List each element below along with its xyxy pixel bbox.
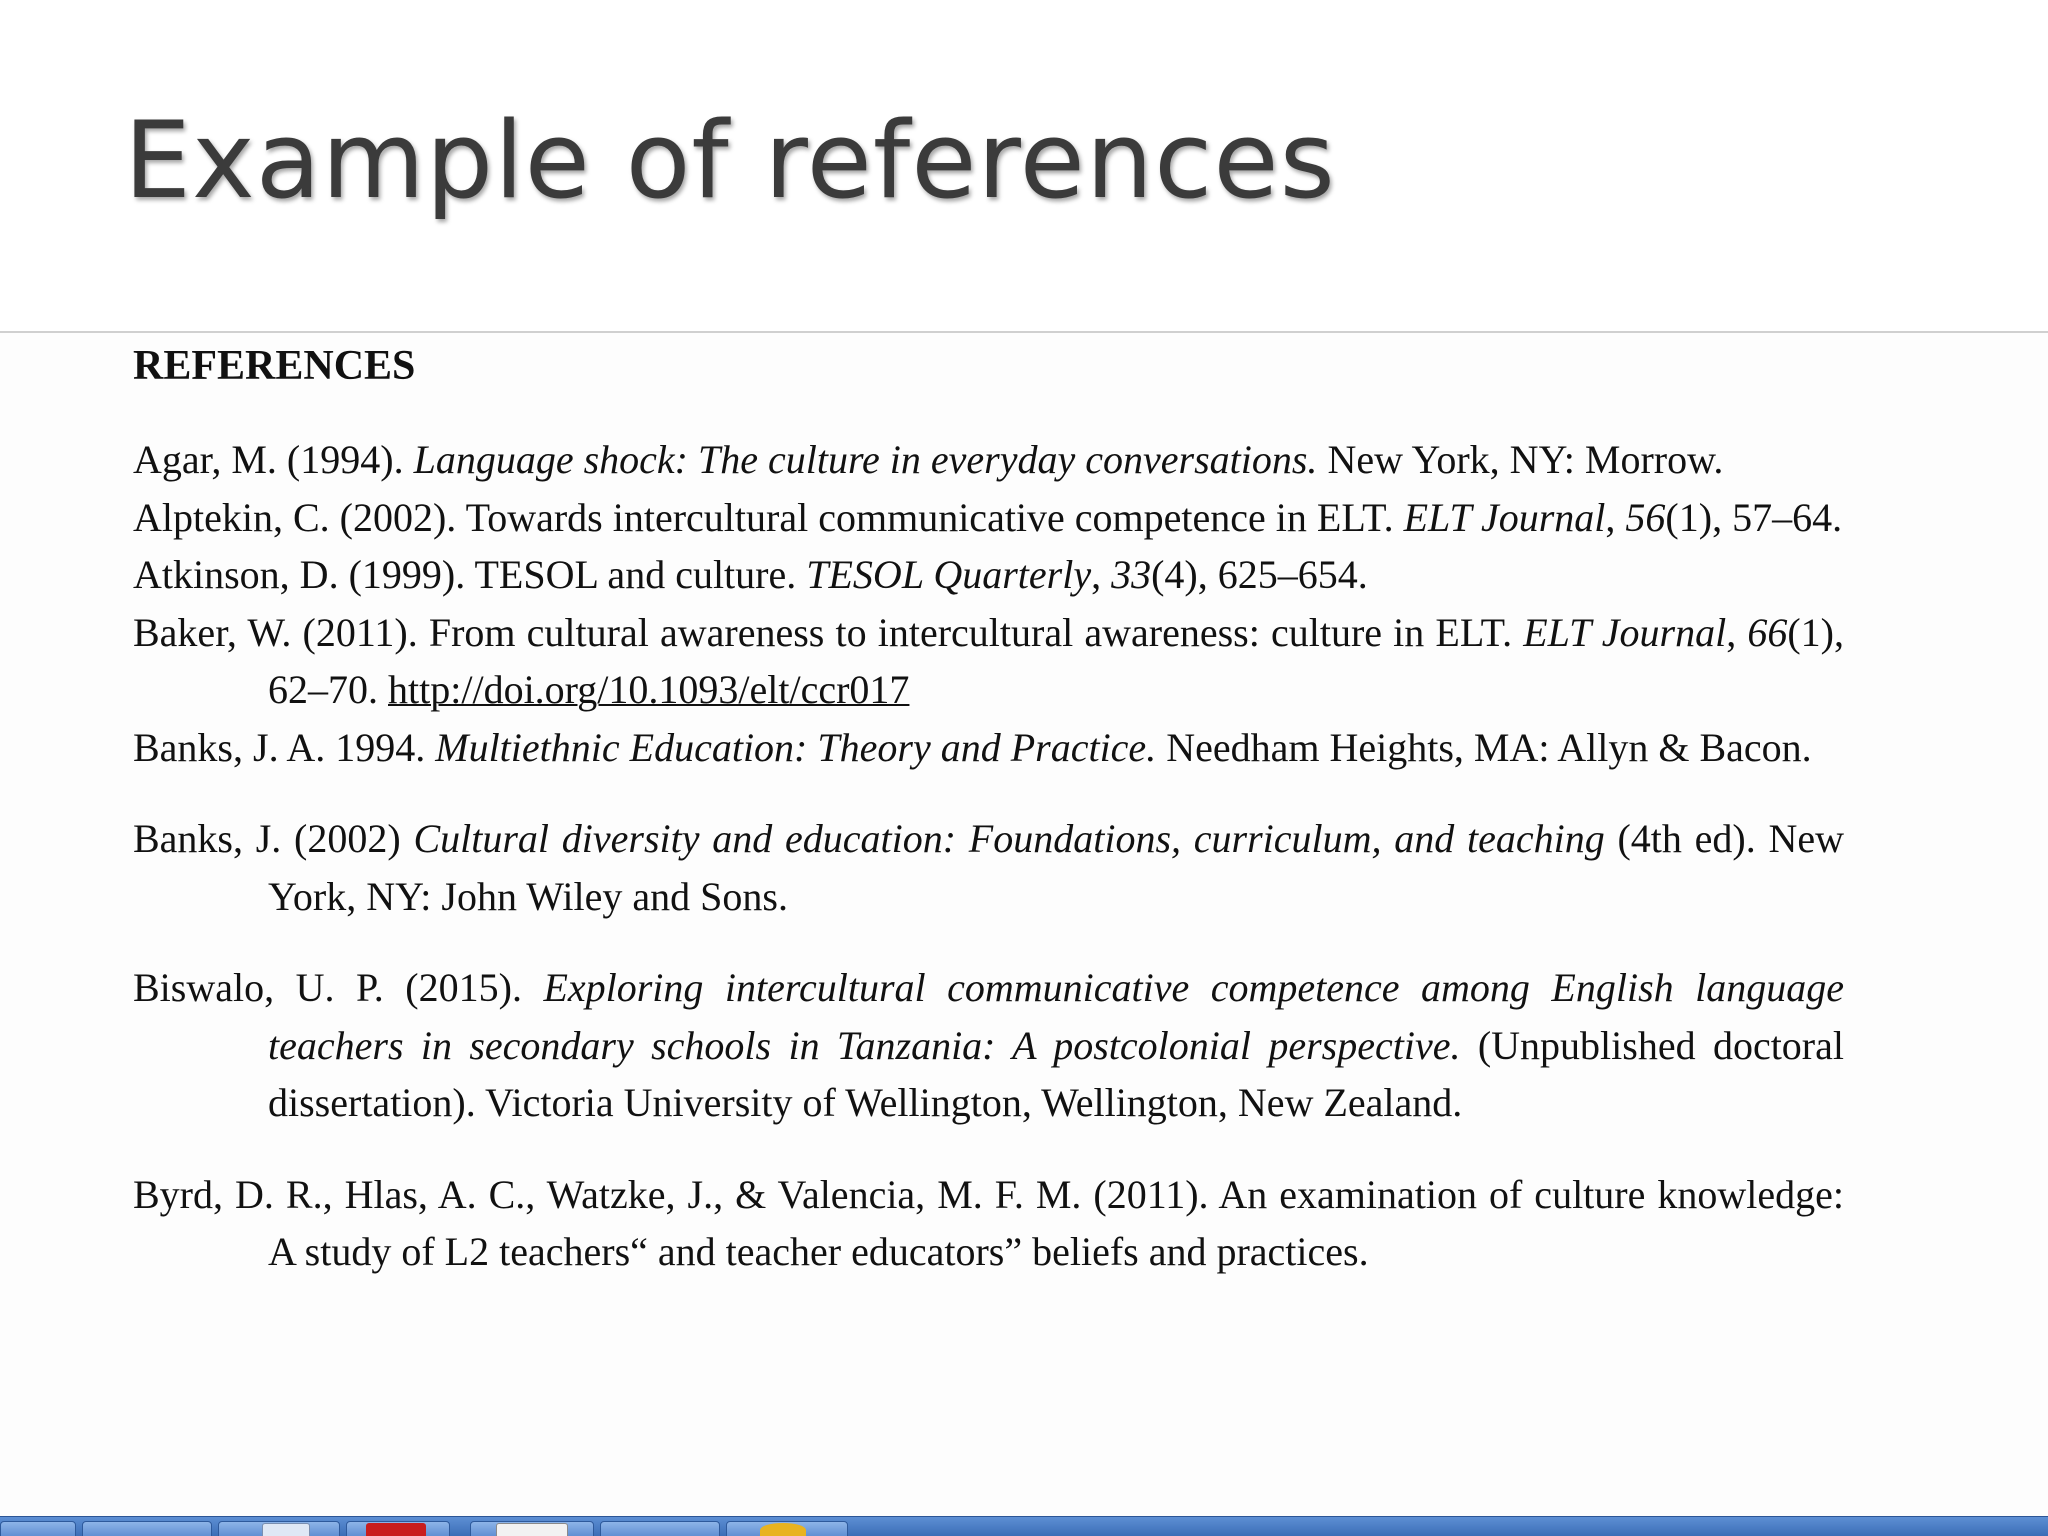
document-excerpt bbox=[0, 333, 2048, 1516]
references-heading: REFERENCES bbox=[133, 343, 416, 389]
reference-entry: Alptekin, C. (2002). Towards intercultural communicative competence in ELT. ELT Journal, 56(1), 57–64. bbox=[133, 494, 1843, 540]
reference-entry: Agar, M. (1994). Language shock: The culture in everyday conversations. New York, NY: Morrow. bbox=[133, 437, 1724, 482]
taskbar-button[interactable] bbox=[82, 1521, 212, 1536]
slide-title: Example of references bbox=[124, 99, 1336, 222]
window-icon bbox=[262, 1523, 310, 1536]
doi-link[interactable]: http://doi.org/10.1093/elt/ccr017 bbox=[388, 667, 910, 712]
browser-icon bbox=[760, 1523, 806, 1536]
reference-entry: Byrd, D. R., Hlas, A. C., Watzke, J., & Valencia, M. F. M. (2011). An examination of culture knowledge: A study of L2 teachers“ and teacher educators” beliefs and practices. bbox=[133, 1171, 1844, 1274]
reference-entry: Banks, J. A. 1994. Multiethnic Education: Theory and Practice. Needham Heights, MA: Allyn & Bacon. bbox=[133, 724, 1812, 770]
document-icon bbox=[496, 1523, 568, 1536]
reference-entry: Banks, J. (2002) Cultural diversity and education: Foundations, curriculum, and teaching (4th ed). New York, NY: John Wiley and Sons. bbox=[133, 816, 1844, 919]
reference-list bbox=[133, 431, 1844, 1281]
reference-entry: Baker, W. (2011). From cultural awareness to intercultural awareness: culture in ELT. ELT Journal, 66(1), 62–70. http://doi.org/10.1093/elt/ccr017 bbox=[133, 609, 1844, 712]
reference-entry: Atkinson, D. (1999). TESOL and culture. TESOL Quarterly, 33(4), 625–654. bbox=[133, 552, 1368, 597]
reference-entry: Biswalo, U. P. (2015). Exploring intercultural communicative competence among English language teachers in secondary schools in Tanzania: A postcolonial perspective. (Unpublished doctoral dissertation). Victoria University of Wellington, Wellington, New Zealand. bbox=[133, 965, 1844, 1125]
taskbar-button[interactable] bbox=[600, 1521, 720, 1536]
taskbar bbox=[0, 1516, 2048, 1536]
start-button[interactable] bbox=[0, 1521, 76, 1536]
pdf-icon bbox=[366, 1523, 426, 1536]
